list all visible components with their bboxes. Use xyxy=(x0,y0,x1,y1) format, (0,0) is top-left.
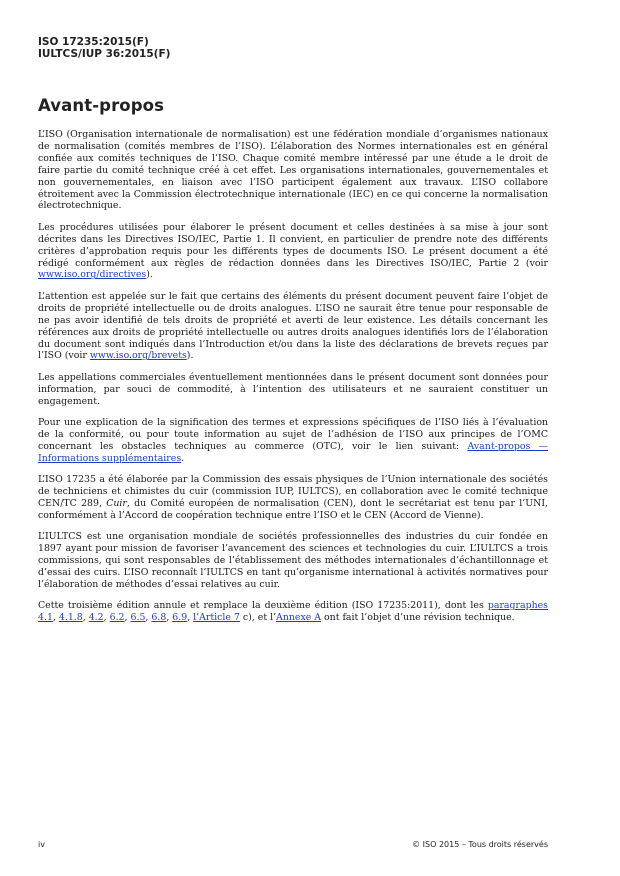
paragraph-1: L’ISO (Organisation internationale de normalisation) est une fédération mondiale d’organismes nationaux de normalisation (comités membres de l’ISO). L’élaboration des Normes internationales est en général confiée aux comités techniques de l’ISO. Chaque comité membre intéressé par une étude a le droit de faire partie du comité technique créé à cet effet. Les organisations internationales, gouvernementales et non gouvernementales, en liaison avec l’ISO participent également aux travaux. L’ISO collabore étroitement avec la Commission électrotechnique internationale (IEC) en ce qui concerne la normalisation électrotechnique. xyxy=(38,129,548,212)
paragraph-8-text-a: Cette troisième édition annule et remplace la deuxième édition (ISO 17235:2011), dont les xyxy=(38,600,488,612)
paragraph-5 xyxy=(38,417,548,465)
paragraph-2-end: ). xyxy=(146,269,153,281)
paragraph-5-text: Pour une explication de la signification des termes et expressions spécifiques de l’ISO liés à l’évaluation de la conformité, ou pour toute information au sujet de l’adhésion de l’ISO aux principes de l’OMC concernant les obstacles techniques au commerce (OTC), voir le lien suivant: xyxy=(38,417,548,452)
clause-4-1-link[interactable]: paragraphes 4.1 xyxy=(38,600,548,624)
annex-a-link[interactable]: Annexe A xyxy=(276,612,322,624)
paragraph-2-text: Les procédures utilisées pour élaborer le présent document et celles destinées à sa mise à jour sont décrites dans les Directives ISO/IEC, Partie 1. Il convient, en particulier de prendre note des différents critères d’approbation requis pour les différents types de documents ISO. Le présent document a été rédigé conformément aux règles de rédaction données dans les Directives ISO/IEC, Partie 2 (voir xyxy=(38,221,548,269)
paragraph-6 xyxy=(38,474,548,522)
standard-id-line-2: IULTCS/IUP 36:2015(F) xyxy=(38,48,171,60)
foreword-info-link[interactable]: Avant-propos — Informations supplémentaires xyxy=(38,440,549,464)
clause-6-5-link[interactable]: 6.5 xyxy=(130,612,146,624)
patents-link[interactable]: www.iso.org/brevets xyxy=(89,350,187,362)
paragraph-2 xyxy=(38,222,548,282)
document-page xyxy=(38,36,548,634)
page-number: iv xyxy=(38,840,45,849)
clause-6-2-link[interactable]: 6.2 xyxy=(109,612,125,624)
standard-id-line-1: ISO 17235:2015(F) xyxy=(38,36,149,48)
paragraph-8-text-c: c), et l’ xyxy=(239,612,277,624)
paragraph-3 xyxy=(38,291,548,362)
paragraph-3-text: L’attention est appelée sur le fait que certains des éléments du présent document peuvent faire l’objet de droits de propriété intellectuelle ou de droits analogues. L’ISO ne saurait être tenue pour responsable de ne pas avoir identifié de tels droits de propriété et averti de leur existence. Les détails concernant les références aux droits de propriété intellectuelle ou autres droits analogues identifiés lors de l’élaboration du document sont indiqués dans l’Introduction et/ou dans la liste des déclarations de brevets reçues par l’ISO (voir xyxy=(38,290,548,362)
clause-6-8-link[interactable]: 6.8 xyxy=(151,612,167,624)
paragraph-4: Les appellations commerciales éventuellement mentionnées dans le présent document sont données pour information, par souci de commodité, à l’intention des utilisateurs et ne sauraient constituer un engagement. xyxy=(38,371,548,407)
clause-4-2-link[interactable]: 4.2 xyxy=(88,612,104,624)
copyright-notice: © ISO 2015 – Tous droits réservés xyxy=(412,840,548,849)
clause-4-1-8-link[interactable]: 4.1.8 xyxy=(58,612,83,624)
paragraph-7: L’IULTCS est une organisation mondiale de sociétés professionnelles des industries du cuir fondée en 1897 ayant pour mission de favoriser l’avancement des sciences et technologies du cuir. L’IULTCS a trois commissions, qui sont responsables de l’établissement des méthodes internationales d’échantillonnage et d’essai des cuirs. L’ISO reconnaît l’IULTCS en tant qu’organisme international à activités normatives pour l’élaboration de méthodes d’essai relatives au cuir. xyxy=(38,531,548,590)
paragraph-5-end: . xyxy=(181,452,185,464)
section-title: Avant-propos xyxy=(38,96,165,115)
paragraph-6-text-a: L’ISO 17235 a été élaborée par la Commission des essais physiques de l’Union internationale des sociétés de techniciens et chimistes du cuir (commission IUP, IULTCS), en collaboration avec le comité technique CEN/TC 289, xyxy=(38,474,548,509)
paragraph-3-end: ). xyxy=(186,350,194,362)
clause-6-9-link[interactable]: 6.9 xyxy=(172,612,188,624)
paragraph-6-italic: Cuir xyxy=(106,497,127,509)
directives-link[interactable]: www.iso.org/directives xyxy=(38,269,147,281)
article-7-link[interactable]: l’Article 7 xyxy=(193,612,240,624)
paragraph-8: Cette troisième édition annule et remplace la deuxième édition (ISO 17235:2011), dont les paragraphes 4.1, 4.1.8, 4.2, 6.2, 6.5, 6.8, 6.9, l’Article 7 c), et l’Annexe A ont fait l’objet d’une révision technique. xyxy=(38,600,548,624)
paragraph-6-text-b: , du Comité européen de normalisation (CEN), dont le secrétariat est tenu par l’UNI, conformément à l’Accord de coopération technique entre l’ISO et le CEN (Accord de Vienne). xyxy=(38,497,548,521)
paragraph-8-end: ont fait l’objet d’une révision technique. xyxy=(321,612,515,624)
